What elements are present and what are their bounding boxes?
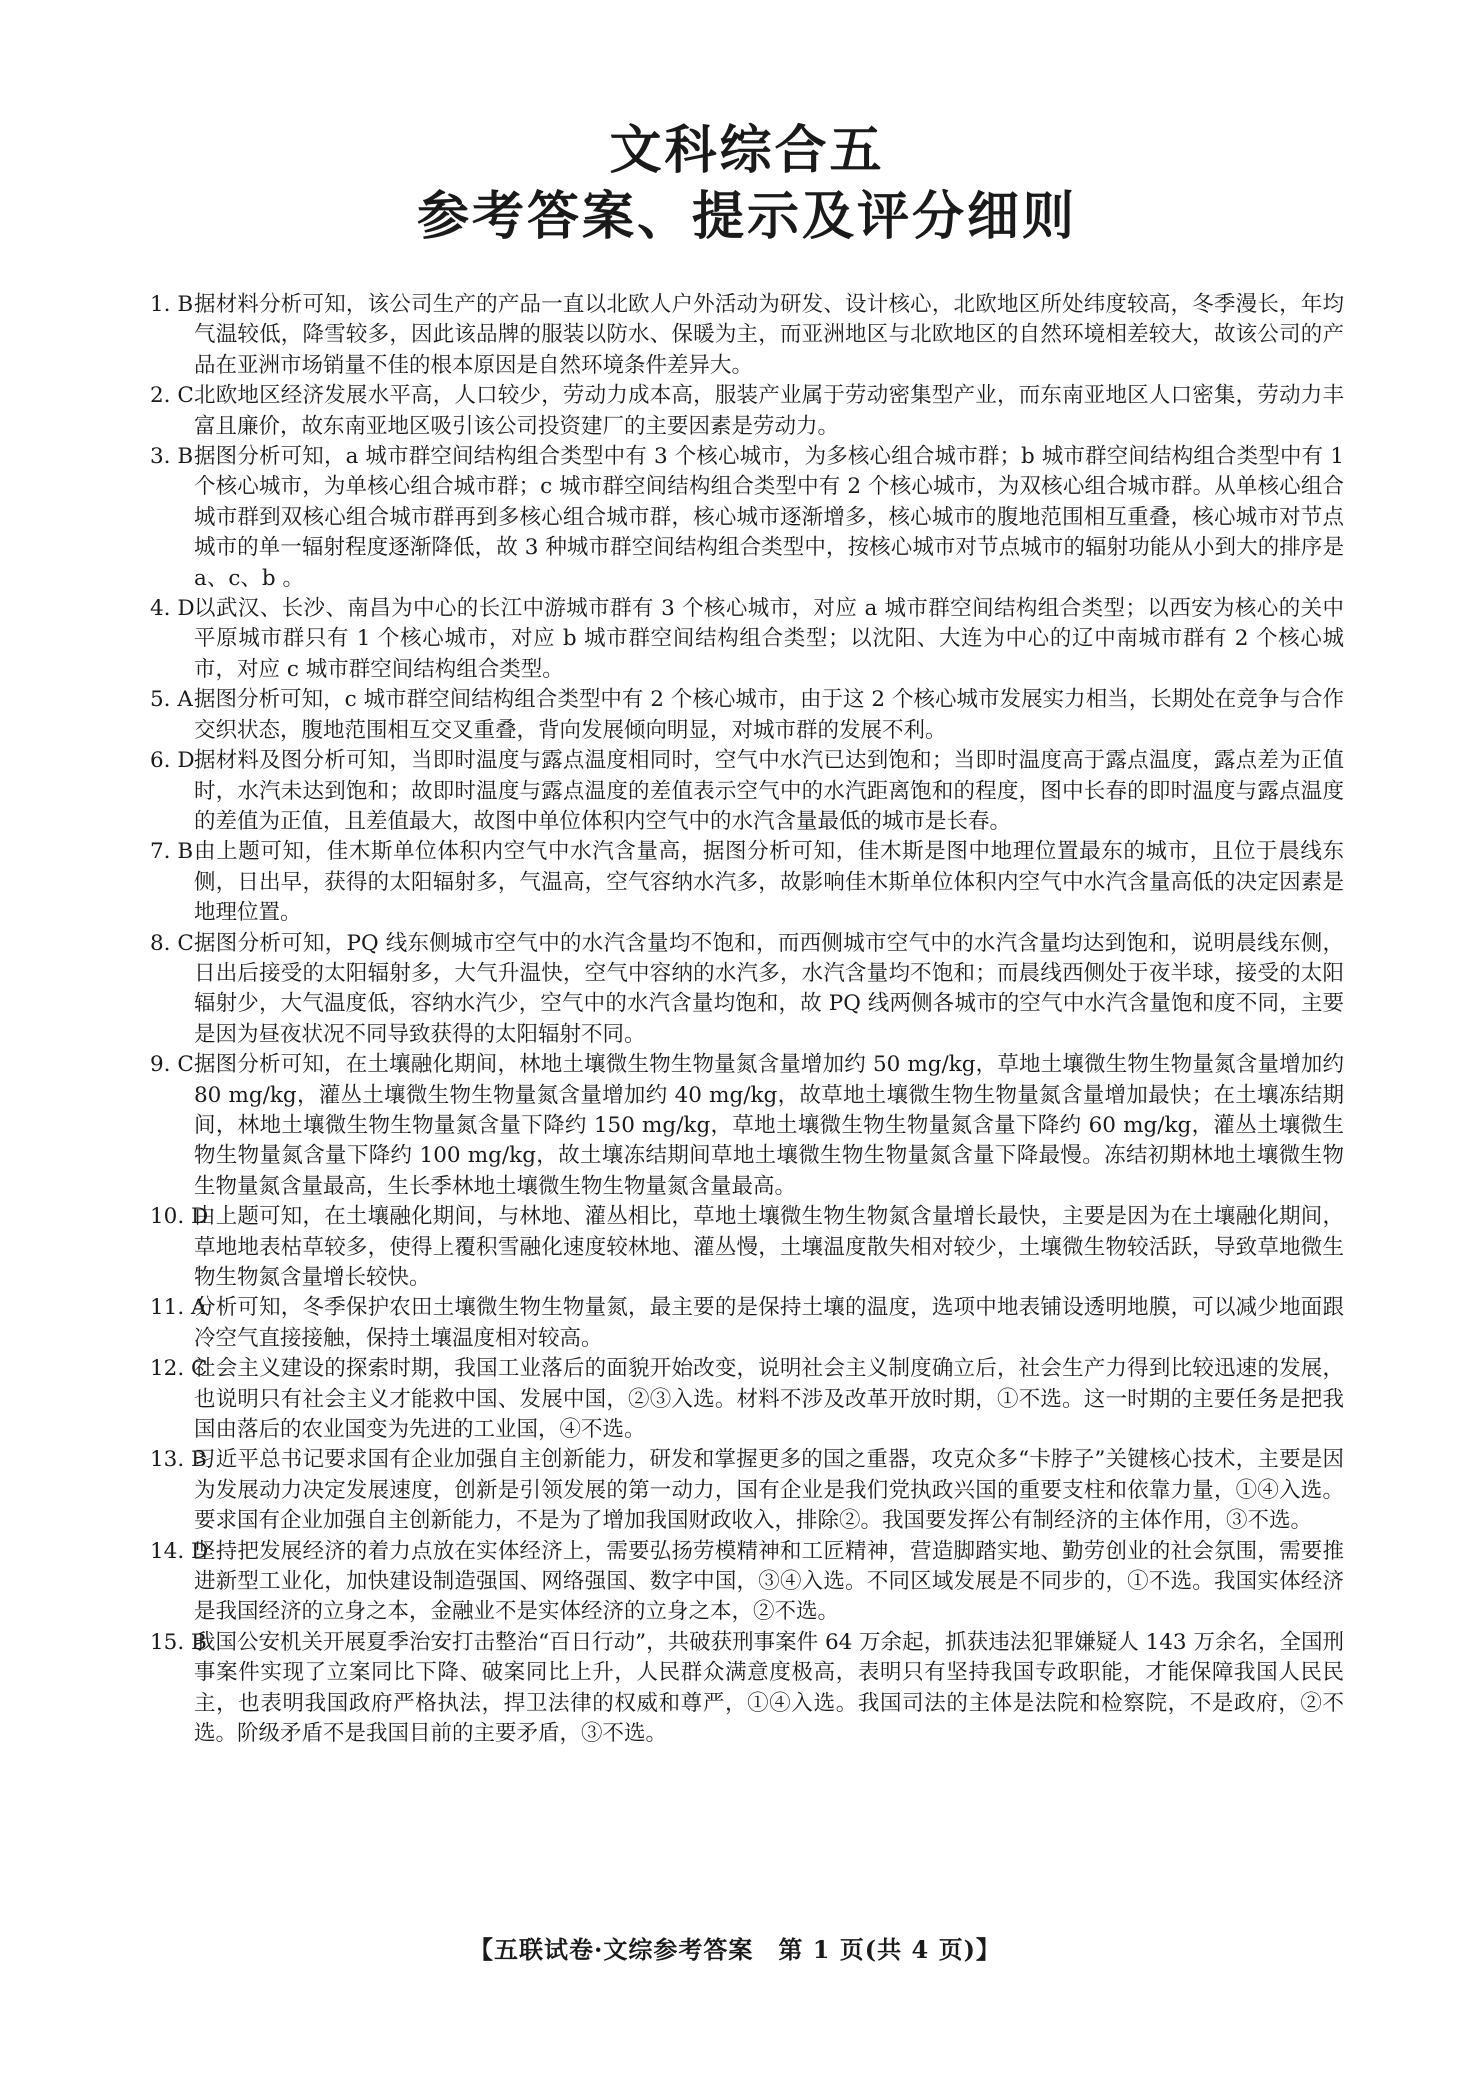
answer-number: 11. A [150,1295,207,1321]
answer-item [150,1628,1344,1750]
answer-explanation: 我国公安机关开展夏季治安打击整治“百日行动”，共破获刑事案件 64 万余起，抓获违法犯罪嫌疑人 143 万余名，全国刑事案件实现了立案同比下降、破案同比上升，人民群众满意度极高，表明只有坚持我国专政职能，才能保障我国人民民主，也表明我国政府严格执法，捍卫法律的权威和尊严，①④入选。我国司法的主体是法院和检察院，不是政府，②不选。阶级矛盾不是我国目前的主要矛盾，③不选。 [194,1629,1344,1747]
answer-number: 1. B [150,292,194,317]
answer-number: 10. D [150,1204,209,1230]
answer-explanation: 据图分析可知，PQ 线东侧城市空气中的水汽含量均不饱和，而西侧城市空气中的水汽含量均达到饱和，说明晨线东侧，日出后接受的太阳辐射多，大气升温快，空气中容纳的水汽多，水汽含量均不饱和；而晨线西侧处于夜半球，接受的太阳辐射少，大气温度低，容纳水汽少，空气中的水汽含量均饱和，故 PQ 线两侧各城市的空气中水汽含量饱和度不同，主要是因为昼夜状况不同导致获得的太阳辐射不同。 [194,930,1344,1047]
answer-number: 12. C [150,1356,208,1382]
answer-item [150,1050,1344,1202]
answer-number: 15. B [150,1629,207,1655]
answer-explanation: 习近平总书记要求国有企业加强自主创新能力，研发和掌握更多的国之重器，攻克众多“卡脖子”关键核心技术，主要是因为发展动力决定发展速度，创新是引领发展的第一动力，国有企业是我们党执政兴国的重要支柱和依靠力量，①④入选。要求国有企业加强自主创新能力，不是为了增加我国财政收入，排除②。我国要发挥公有制经济的主体作用，③不选。 [194,1447,1344,1534]
answer-explanation: 据图分析可知，a 城市群空间结构组合类型中有 3 个核心城市，为多核心组合城市群；b 城市群空间结构组合类型中有 1 个核心城市，为单核心组合城市群；c 城市群空间结构组合类型中有 2 个核心城市，为双核心组合城市群。从单核心组合城市群到双核心组合城市群再到多核心组合城市群，核心城市逐渐增多，核心城市的腹地范围相互重叠，核心城市对节点城市的单一辐射程度逐渐降低，故 3 种城市群空间结构组合类型中，按核心城市对节点城市的辐射功能从小到大的排序是 a、c、b 。 [194,444,1344,591]
answer-item [150,1445,1344,1536]
answer-number: 7. B [150,839,194,865]
answer-list [150,290,1344,1750]
answer-explanation: 分析可知，冬季保护农田土壤微生物生物量氮，最主要的是保持土壤的温度，选项中地表铺设透明地膜，可以减少地面跟冷空气直接接触，保持土壤温度相对较高。 [194,1295,1344,1351]
answer-explanation: 以武汉、长沙、南昌为中心的长江中游城市群有 3 个核心城市，对应 a 城市群空间结构组合类型；以西安为核心的关中平原城市群只有 1 个核心城市，对应 b 城市群空间结构组合类型；以沈阳、大连为中心的辽中南城市群有 2 个核心城市，对应 c 城市群空间结构组合类型。 [194,596,1344,682]
answer-item [150,1354,1344,1445]
page-subtitle: 参考答案、提示及评分细则 [416,186,1077,247]
answer-item [150,929,1344,1051]
answer-number: 6. D [150,748,195,774]
answer-item [150,685,1344,746]
answer-item [150,1293,1344,1354]
answer-item [150,290,1344,381]
answer-item [150,381,1344,442]
answer-number: 9. C [150,1052,194,1078]
answer-explanation: 据材料及图分析可知，当即时温度与露点温度相同时，空气中水汽已达到饱和；当即时温度高于露点温度，露点差为正值时，水汽未达到饱和；故即时温度与露点温度的差值表示空气中的水汽距离饱和的程度，图中长春的即时温度与露点温度的差值为正值，且差值最大，故图中单位体积内空气中的水汽含量最低的城市是长春。 [194,748,1344,834]
answer-item [150,837,1344,928]
answer-number: 2. C [150,383,194,409]
answer-number: 5. A [150,687,193,713]
answer-item [150,594,1344,685]
answer-explanation: 北欧地区经济发展水平高，人口较少，劳动力成本高，服装产业属于劳动密集型产业，而东南亚地区人口密集，劳动力丰富且廉价，故东南亚地区吸引该公司投资建厂的主要因素是劳动力。 [194,383,1344,439]
answer-explanation: 坚持把发展经济的着力点放在实体经济上，需要弘扬劳模精神和工匠精神，营造脚踏实地、勤劳创业的社会氛围，需要推进新型工业化，加快建设制造强国、网络强国、数字中国，③④入选。不同区域发展是不同步的，①不选。我国实体经济是我国经济的立身之本，金融业不是实体经济的立身之本，②不选。 [194,1538,1344,1625]
answer-number: 3. B [150,444,194,470]
answer-item [150,1537,1344,1628]
answer-item [150,746,1344,837]
page-title: 文科综合五 [609,120,885,181]
answer-number: 4. D [150,596,195,622]
answer-explanation: 据图分析可知，c 城市群空间结构组合类型中有 2 个核心城市，由于这 2 个核心城市发展实力相当，长期处在竞争与合作交织状态，腹地范围相互交叉重叠，背向发展倾向明显，对城市群的发展不利。 [194,687,1344,743]
answer-number: 8. C [150,930,194,956]
answer-explanation: 据图分析可知，在土壤融化期间，林地土壤微生物生物量氮含量增加约 50 mg/kg，草地土壤微生物生物量氮含量增加约 80 mg/kg，灌丛土壤微生物生物量氮含量增加约 40 mg/kg，故草地土壤微生物生物量氮含量增加最快；在土壤冻结期间，林地土壤微生物生物量氮含量下降约 150 mg/kg，草地土壤微生物生物量氮含量下降约 60 mg/kg，灌丛土壤微生物生物量氮含量下降约 100 mg/kg，故土壤冻结期间草地土壤微生物生物量氮含量下降最慢。冻结初期林地土壤微生物生物量氮含量最高，生长季林地土壤微生物生物量氮含量最高。 [194,1052,1344,1199]
page-footer: 【五联试卷·文综参考答案 第 1 页(共 4 页)】 [469,1935,1001,1964]
answer-item [150,1202,1344,1293]
answer-explanation: 据材料分析可知，该公司生产的产品一直以北欧人户外活动为研发、设计核心，北欧地区所处纬度较高，冬季漫长，年均气温较低，降雪较多，因此该品牌的服装以防水、保暖为主，而亚洲地区与北欧地区的自然环境相差较大，故该公司的产品在亚洲市场销量不佳的根本原因是自然环境条件差异大。 [194,292,1344,378]
answer-explanation: 由上题可知，在土壤融化期间，与林地、灌丛相比，草地土壤微生物生物氮含量增长最快，主要是因为在土壤融化期间，草地地表枯草较多，使得上覆积雪融化速度较林地、灌丛慢，土壤温度散失相对较少，土壤微生物较活跃，导致草地微生物生物氮含量增长较快。 [194,1204,1344,1290]
answer-number: 14. D [150,1538,209,1564]
answer-explanation: 由上题可知，佳木斯单位体积内空气中水汽含量高，据图分析可知，佳木斯是图中地理位置最东的城市，且位于晨线东侧，日出早，获得的太阳辐射多，气温高，空气容纳水汽多，故影响佳木斯单位体积内空气中水汽含量高低的决定因素是地理位置。 [194,839,1344,926]
answer-number: 13. B [150,1447,207,1473]
answer-explanation: 社会主义建设的探索时期，我国工业落后的面貌开始改变，说明社会主义制度确立后，社会生产力得到比较迅速的发展，也说明只有社会主义才能救中国、发展中国，②③入选。材料不涉及改革开放时期，①不选。这一时期的主要任务是把我国由落后的农业国变为先进的工业国，④不选。 [194,1356,1344,1443]
answer-item [150,442,1344,594]
